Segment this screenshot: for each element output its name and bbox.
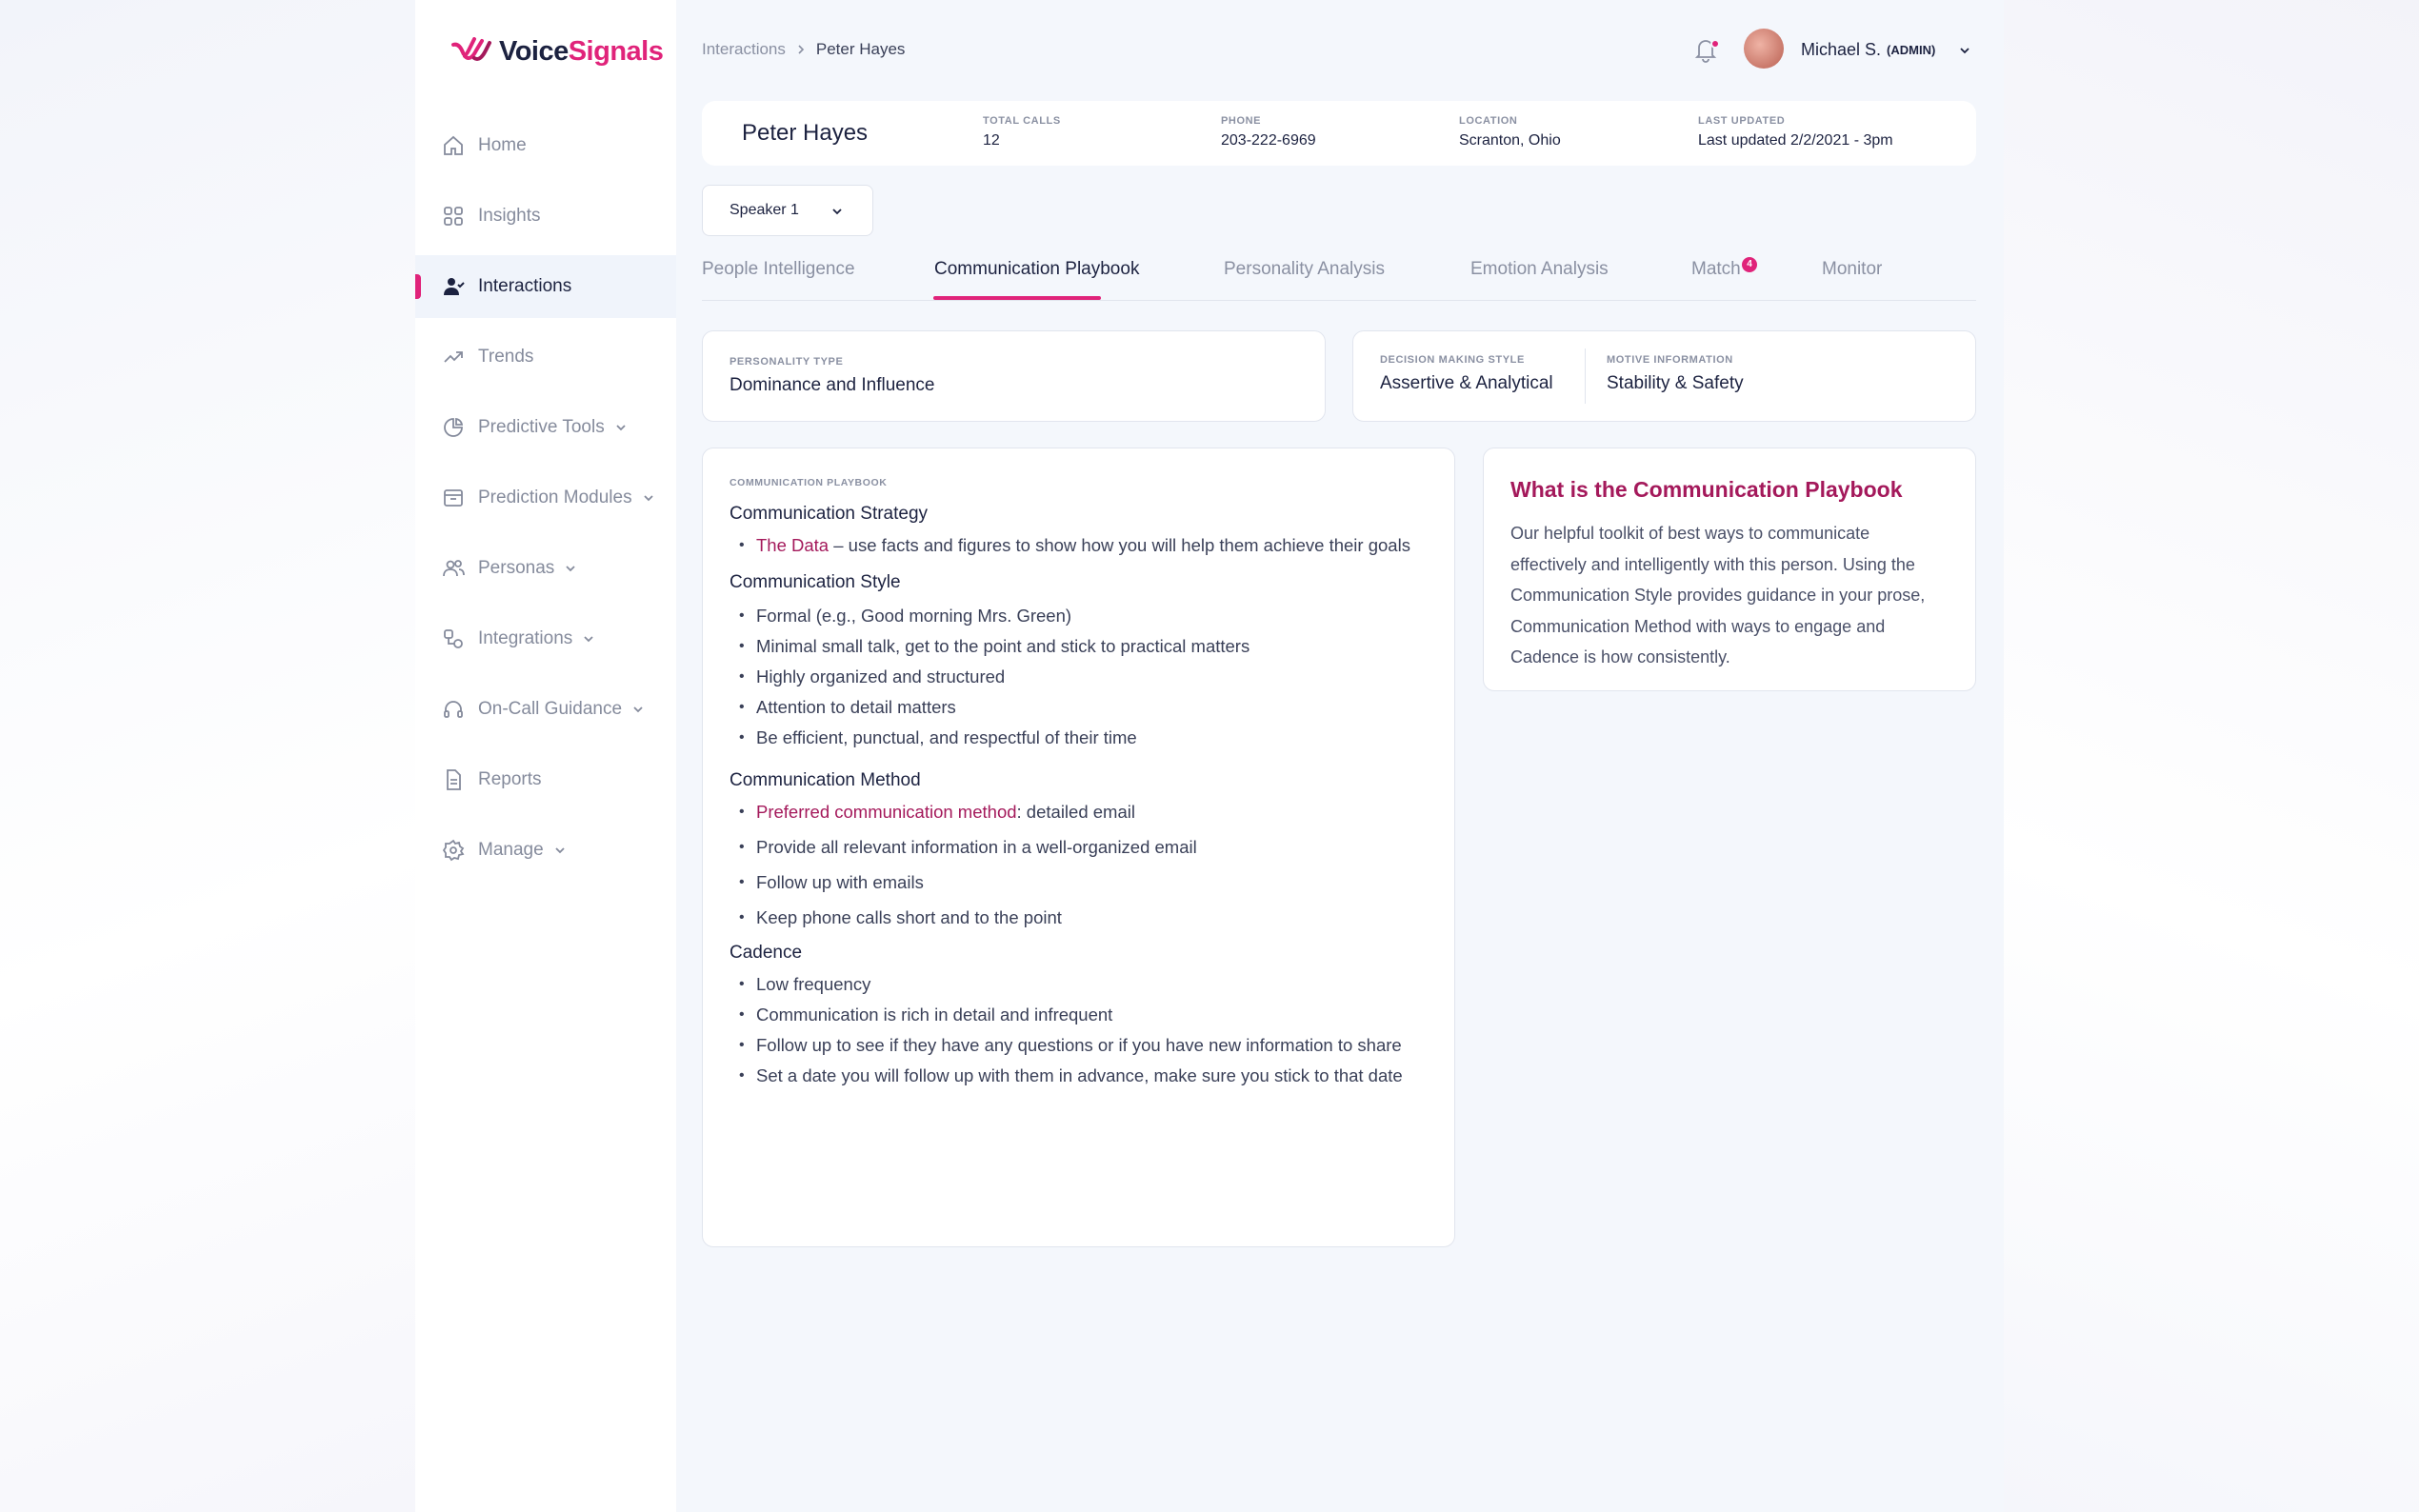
chevron-right-icon [795,44,807,55]
gear-icon [442,839,465,862]
list-item: • Minimal small talk, get to the point and stick to practical matters [730,631,1428,662]
list-item: • Provide all relevant information in a well-organized email [730,832,1428,863]
sidebar-item-label: Home [478,135,527,155]
logo-text-signals: Signals [568,35,664,67]
sidebar-item-label: Integrations [478,628,573,648]
user-check-icon [442,275,465,298]
list-item: • Low frequency [730,969,1428,1000]
motive-label: MOTIVE INFORMATION [1607,354,1733,366]
sidebar-item-home[interactable] [415,114,676,177]
field-value: Scranton, Ohio [1459,132,1561,149]
sidebar-item-label: Trends [478,347,534,367]
decision-block [1380,354,1553,394]
sidebar-item-label: Interactions [478,276,572,296]
profile-field-total-calls [983,115,1061,149]
logo[interactable] [451,32,663,70]
pie-icon [442,416,465,439]
chevron-down-icon [631,703,645,716]
sidebar-item-label: On-Call Guidance [478,699,623,719]
tab-monitor[interactable]: Monitor [1822,259,1883,279]
breadcrumb [702,40,905,59]
background-left [0,0,415,1512]
users-icon [442,557,465,580]
chevron-down-icon [582,632,595,646]
tab-communication-playbook[interactable]: Communication Playbook [934,259,1140,279]
chevron-down-icon [642,491,655,505]
field-label: LOCATION [1459,115,1518,127]
decision-label: DECISION MAKING STYLE [1380,354,1525,366]
grid-icon [442,205,465,228]
list-item: • Set a date you will follow up with them in advance, make sure you stick to that date [730,1061,1428,1091]
sidebar-item-insights[interactable] [415,185,676,248]
highlight-text: The Data [756,535,830,555]
field-value: 12 [983,132,1000,149]
trend-icon [442,346,465,368]
sidebar-item-label: Personas [478,558,555,578]
tab-emotion-analysis[interactable]: Emotion Analysis [1470,259,1609,279]
chevron-down-icon [564,562,577,575]
whatis-body: Our helpful toolkit of best ways to communicate effectively and intelligently with this person. Using the Communication Style provides guidance in your prose, Communication Method with ways to engage and Cadence is how consistently. [1510,524,1926,666]
sidebar-item-reports[interactable] [415,748,676,811]
sidebar-item-label: Manage [478,840,544,860]
profile-field-location [1459,115,1561,149]
home-icon [442,134,465,157]
speaker-select-value: Speaker 1 [730,202,799,218]
divider [1585,348,1586,404]
tab-people-intelligence[interactable]: People Intelligence [702,259,855,279]
list-item: • Attention to detail matters [730,692,1428,723]
headset-icon [442,698,465,721]
list-item: • Be efficient, punctual, and respectful of their time [730,723,1428,753]
personality-value: Dominance and Influence [730,375,935,395]
list-item: • Formal (e.g., Good morning Mrs. Green) [730,601,1428,631]
list-item: • Communication is rich in detail and infrequent [730,1000,1428,1030]
user-name: Michael S. [1801,40,1882,59]
personality-card [702,330,1326,422]
playbook-card [702,448,1455,1247]
sidebar-nav [415,114,676,889]
notification-dot [1710,39,1720,49]
field-label: TOTAL CALLS [983,115,1061,127]
whatis-card [1483,448,1976,691]
sidebar-item-on-call-guidance[interactable] [415,678,676,741]
archive-icon [442,487,465,509]
logo-text-voice: Voice [499,35,569,67]
sidebar-item-trends[interactable] [415,326,676,388]
chevron-down-icon [830,205,844,218]
sidebar-item-prediction-modules[interactable] [415,467,676,529]
method-list [730,797,1428,933]
cadence-title: Cadence [730,943,803,963]
sidebar-item-label: Prediction Modules [478,487,632,507]
strategy-title: Communication Strategy [730,504,929,524]
decision-motive-card [1352,330,1976,422]
chevron-down-icon [614,421,628,434]
style-list [730,601,1428,753]
sidebar-item-label: Insights [478,206,541,226]
user-role: (ADMIN) [1887,43,1936,57]
sidebar-item-predictive-tools[interactable] [415,396,676,459]
decision-value: Assertive & Analytical [1380,373,1553,393]
sidebar [415,0,676,1512]
motive-block [1607,354,1744,394]
avatar[interactable] [1744,29,1784,69]
list-item: • Follow up to see if they have any questions or if you have new information to share [730,1030,1428,1061]
document-icon [442,768,465,791]
match-badge: 4 [1742,257,1757,272]
sidebar-item-manage[interactable] [415,819,676,882]
field-value: 203-222-6969 [1221,132,1316,149]
sidebar-item-interactions[interactable] [415,255,676,318]
chevron-down-icon [553,844,567,857]
playbook-label: COMMUNICATION PLAYBOOK [730,477,888,488]
profile-field-phone [1221,115,1316,149]
list-item [730,797,1428,827]
field-value: Last updated 2/2/2021 - 3pm [1698,132,1893,149]
profile-field-last-updated [1698,115,1893,149]
breadcrumb-current: Peter Hayes [815,40,906,58]
integrations-icon [442,627,465,650]
logo-mark-icon [451,37,491,66]
method-title: Communication Method [730,770,921,790]
list-item: • Keep phone calls short and to the point [730,903,1428,933]
list-item [730,530,1428,561]
list-item: • Highly organized and structured [730,662,1428,692]
sidebar-item-integrations[interactable] [415,607,676,670]
user-menu[interactable] [1801,40,1971,60]
field-label: LAST UPDATED [1698,115,1786,127]
background-right [2004,0,2419,1512]
profile-card [702,101,1976,166]
topbar [702,34,1976,65]
strategy-list [730,530,1428,561]
sidebar-item-label: Predictive Tools [478,417,605,437]
motive-value: Stability & Safety [1607,373,1744,393]
cadence-list [730,969,1428,1091]
list-item-text: : detailed email [1016,802,1135,822]
list-item: • Follow up with emails [730,867,1428,898]
tab-match[interactable]: Match [1691,259,1741,279]
speaker-select[interactable] [702,185,873,236]
tab-bar [702,251,1976,301]
logo-text [499,36,663,68]
personality-label: PERSONALITY TYPE [730,356,844,368]
active-tab-indicator [933,296,1101,300]
breadcrumb-parent-link[interactable]: Interactions [702,40,786,58]
list-item-text: – use facts and figures to show how you will help them achieve their goals [829,535,1410,555]
style-title: Communication Style [730,572,901,592]
whatis-title: What is the Communication Playbook [1510,477,1903,502]
profile-name: Peter Hayes [742,120,869,146]
highlight-text: Preferred communication method [756,802,1017,822]
field-label: PHONE [1221,115,1262,127]
tab-personality-analysis[interactable]: Personality Analysis [1224,259,1385,279]
sidebar-item-label: Reports [478,769,542,789]
chevron-down-icon [1958,44,1971,57]
sidebar-item-personas[interactable] [415,537,676,600]
